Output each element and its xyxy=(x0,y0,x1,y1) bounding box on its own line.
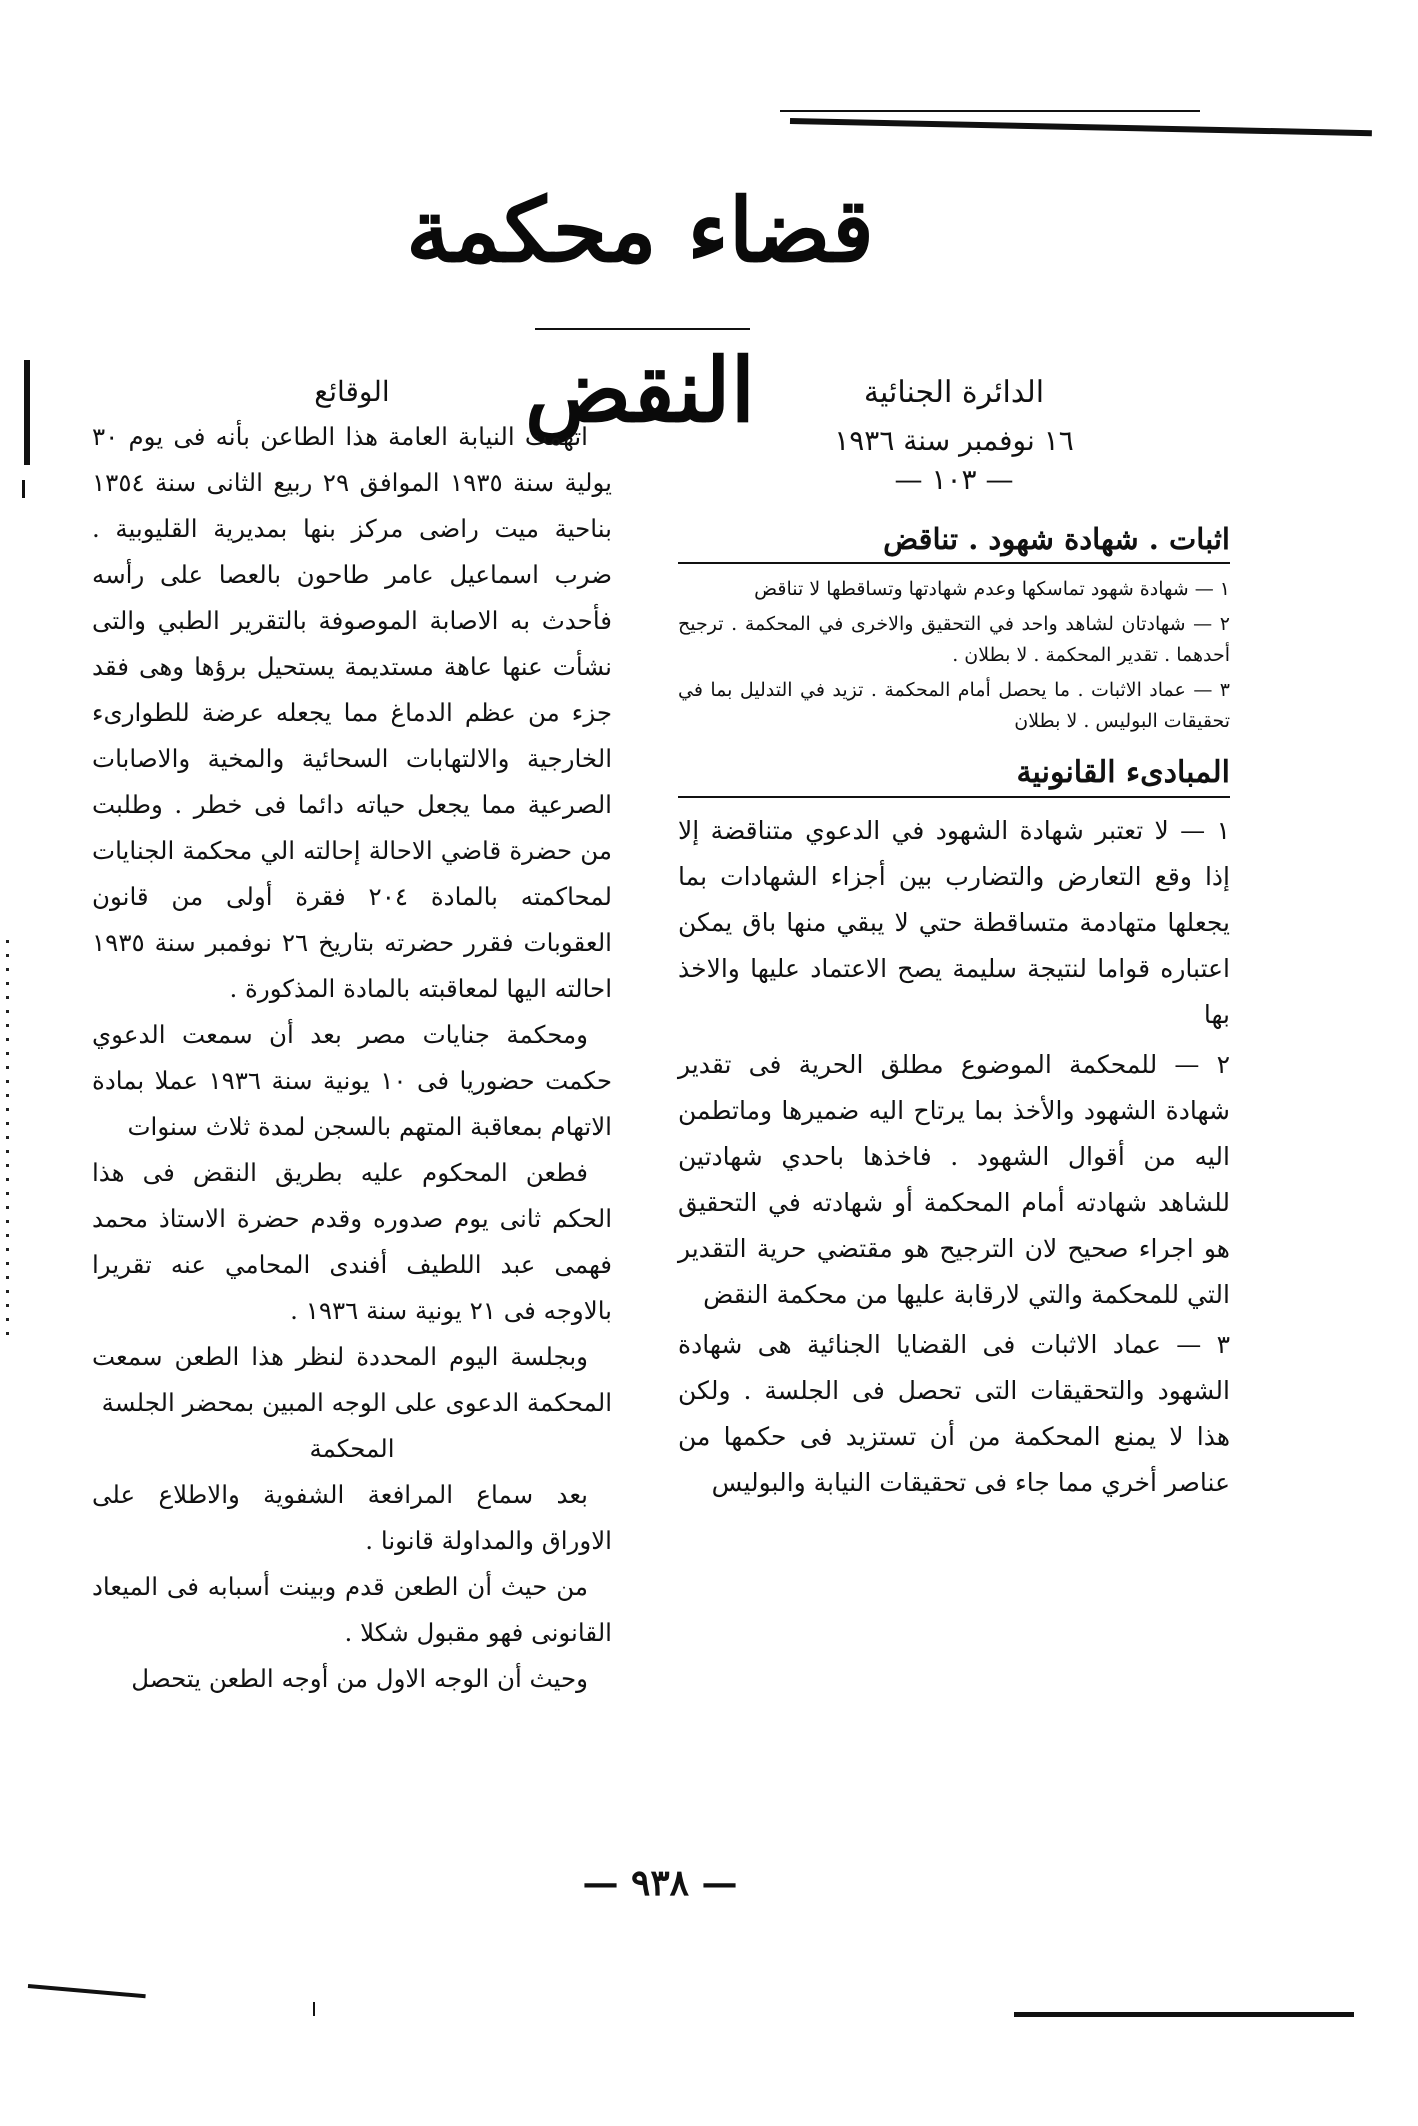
paragraph: بعد سماع المرافعة الشفوية والاطلاع على الاوراق والمداولة قانونا . xyxy=(92,1480,612,1555)
principle-item: ١ — لا تعتبر شهادة الشهود في الدعوي متناقضة إلا إذا وقع التعارض والتضارب بين أجزاء الشهادات بما يجعلها متهادمة متساقطة حتي لا يبقي منها باق يمكن اعتباره قواما لنتيجة سليمة يصح الاعتماد عليها والاخذ بها xyxy=(678,816,1230,1029)
top-rule xyxy=(790,118,1372,136)
paragraph: اتهمت النيابة العامة هذا الطاعن بأنه فى يوم ٣٠ يولية سنة ١٩٣٥ الموافق ٢٩ ربيع الثانى سنة ١٣٥٤ بناحية ميت راضى مركز بنها بمديرية القليوبية . ضرب اسماعيل عامر طاحون بالعصا على رأسه فأحدث به الاصابة الموصوفة بالتقرير الطبي والتى نشأت عنها عاهة مستديمة يستحيل برؤها وهى فقد جزء من عظم الدماغ مما يجعله عرضة للطوارىء الخارجية والالتهابات السحائية والمخية والاصابات الصرعية مما يجعل حياته دائما فى خطر . وطلبت من حضرة قاضي الاحالة إحالته الي محكمة الجنايات لمحاكمته بالمادة ٢٠٤ فقرة أولى من قانون العقوبات فقرر حضرته بتاريخ ٢٦ نوفمبر سنة ١٩٣٥ احالته اليها لمعاقبته بالمادة المذكورة . xyxy=(92,422,612,1003)
summary-item: ٣ — عماد الاثبات . ما يحصل أمام المحكمة . تزيد في التدليل بما في تحقيقات البوليس . لا بطلان xyxy=(678,679,1230,732)
margin-dots xyxy=(6,940,9,1340)
margin-bar xyxy=(24,360,30,465)
paragraph: وبجلسة اليوم المحددة لنظر هذا الطعن سمعت المحكمة الدعوى على الوجه المبين بمحضر الجلسة xyxy=(92,1342,612,1417)
ruling-date: ١٦ نوفمبر سنة ١٩٣٦ xyxy=(834,424,1074,457)
case-number: — ١٠٣ — xyxy=(894,463,1014,496)
masthead-title: قضاء محكمة النقض xyxy=(406,178,874,442)
summary-item: ١ — شهادة شهود تماسكها وعدم شهادتها وتساقطها لا تناقض xyxy=(754,578,1230,600)
summary-list xyxy=(678,574,1230,737)
paragraph: وحيث أن الوجه الاول من أوجه الطعن يتحصل xyxy=(131,1664,588,1693)
title-underline xyxy=(535,328,750,330)
paragraph: فطعن المحكوم عليه بطريق النقض فى هذا الحكم ثانى يوم صدوره وقدم حضرة الاستاذ محمد فهمى عبد اللطيف أفندى المحامي عنه تقريرا بالاوجه فى ٢١ يونية سنة ١٩٣٦ . xyxy=(92,1158,612,1325)
facts-heading: الوقائع xyxy=(314,375,390,408)
principle-item: ٢ — للمحكمة الموضوع مطلق الحرية فى تقدير شهادة الشهود والأخذ بما يرتاح اليه ضميرها وماتطمن اليه من أقوال الشهود . فاخذها باحدي شهادتين للشاهد شهادته أمام المحكمة أو شهادته في التحقيق هو اجراء صحيح لان الترجيح هو مقتضي حرية التقدير التي للمحكمة والتي لارقابة عليها من محكمة النقض xyxy=(678,1050,1230,1309)
bottom-rule-left xyxy=(28,1984,146,1998)
top-rule-thin xyxy=(780,110,1200,112)
left-column xyxy=(92,375,612,1702)
bottom-rule-right xyxy=(1014,2012,1354,2017)
circuit-heading: الدائرة الجنائية xyxy=(863,375,1045,410)
page-number: — ٩٣٨ — xyxy=(582,1862,738,1904)
summary-item: ٢ — شهادتان لشاهد واحد في التحقيق والاخرى في المحكمة . ترجيح أحدهما . تقدير المحكمة . لا بطلان . xyxy=(678,613,1230,666)
margin-bar-small xyxy=(22,480,25,498)
topic-heading: اثبات . شهادة شهود . تناقض xyxy=(678,522,1230,564)
right-column xyxy=(678,375,1230,1510)
principles-heading: المبادىء القانونية xyxy=(678,755,1230,798)
bottom-tick xyxy=(313,2002,315,2016)
principles-list xyxy=(678,808,1230,1506)
court-heading: المحكمة xyxy=(309,1434,395,1463)
principle-item: ٣ — عماد الاثبات فى القضايا الجنائية هى شهادة الشهود والتحقيقات التى تحصل فى الجلسة . ولكن هذا لا يمنع المحكمة من أن تستزيد فى حكمها من عناصر أخري مما جاء فى تحقيقات النيابة والبوليس xyxy=(678,1330,1230,1497)
paragraph: ومحكمة جنايات مصر بعد أن سمعت الدعوي حكمت حضوريا فى ١٠ يونية سنة ١٩٣٦ عملا بمادة الاتهام بمعاقبة المتهم بالسجن لمدة ثلاث سنوات xyxy=(92,1020,612,1141)
paragraph: من حيث أن الطعن قدم وبينت أسبابه فى الميعاد القانونى فهو مقبول شكلا . xyxy=(92,1572,612,1647)
